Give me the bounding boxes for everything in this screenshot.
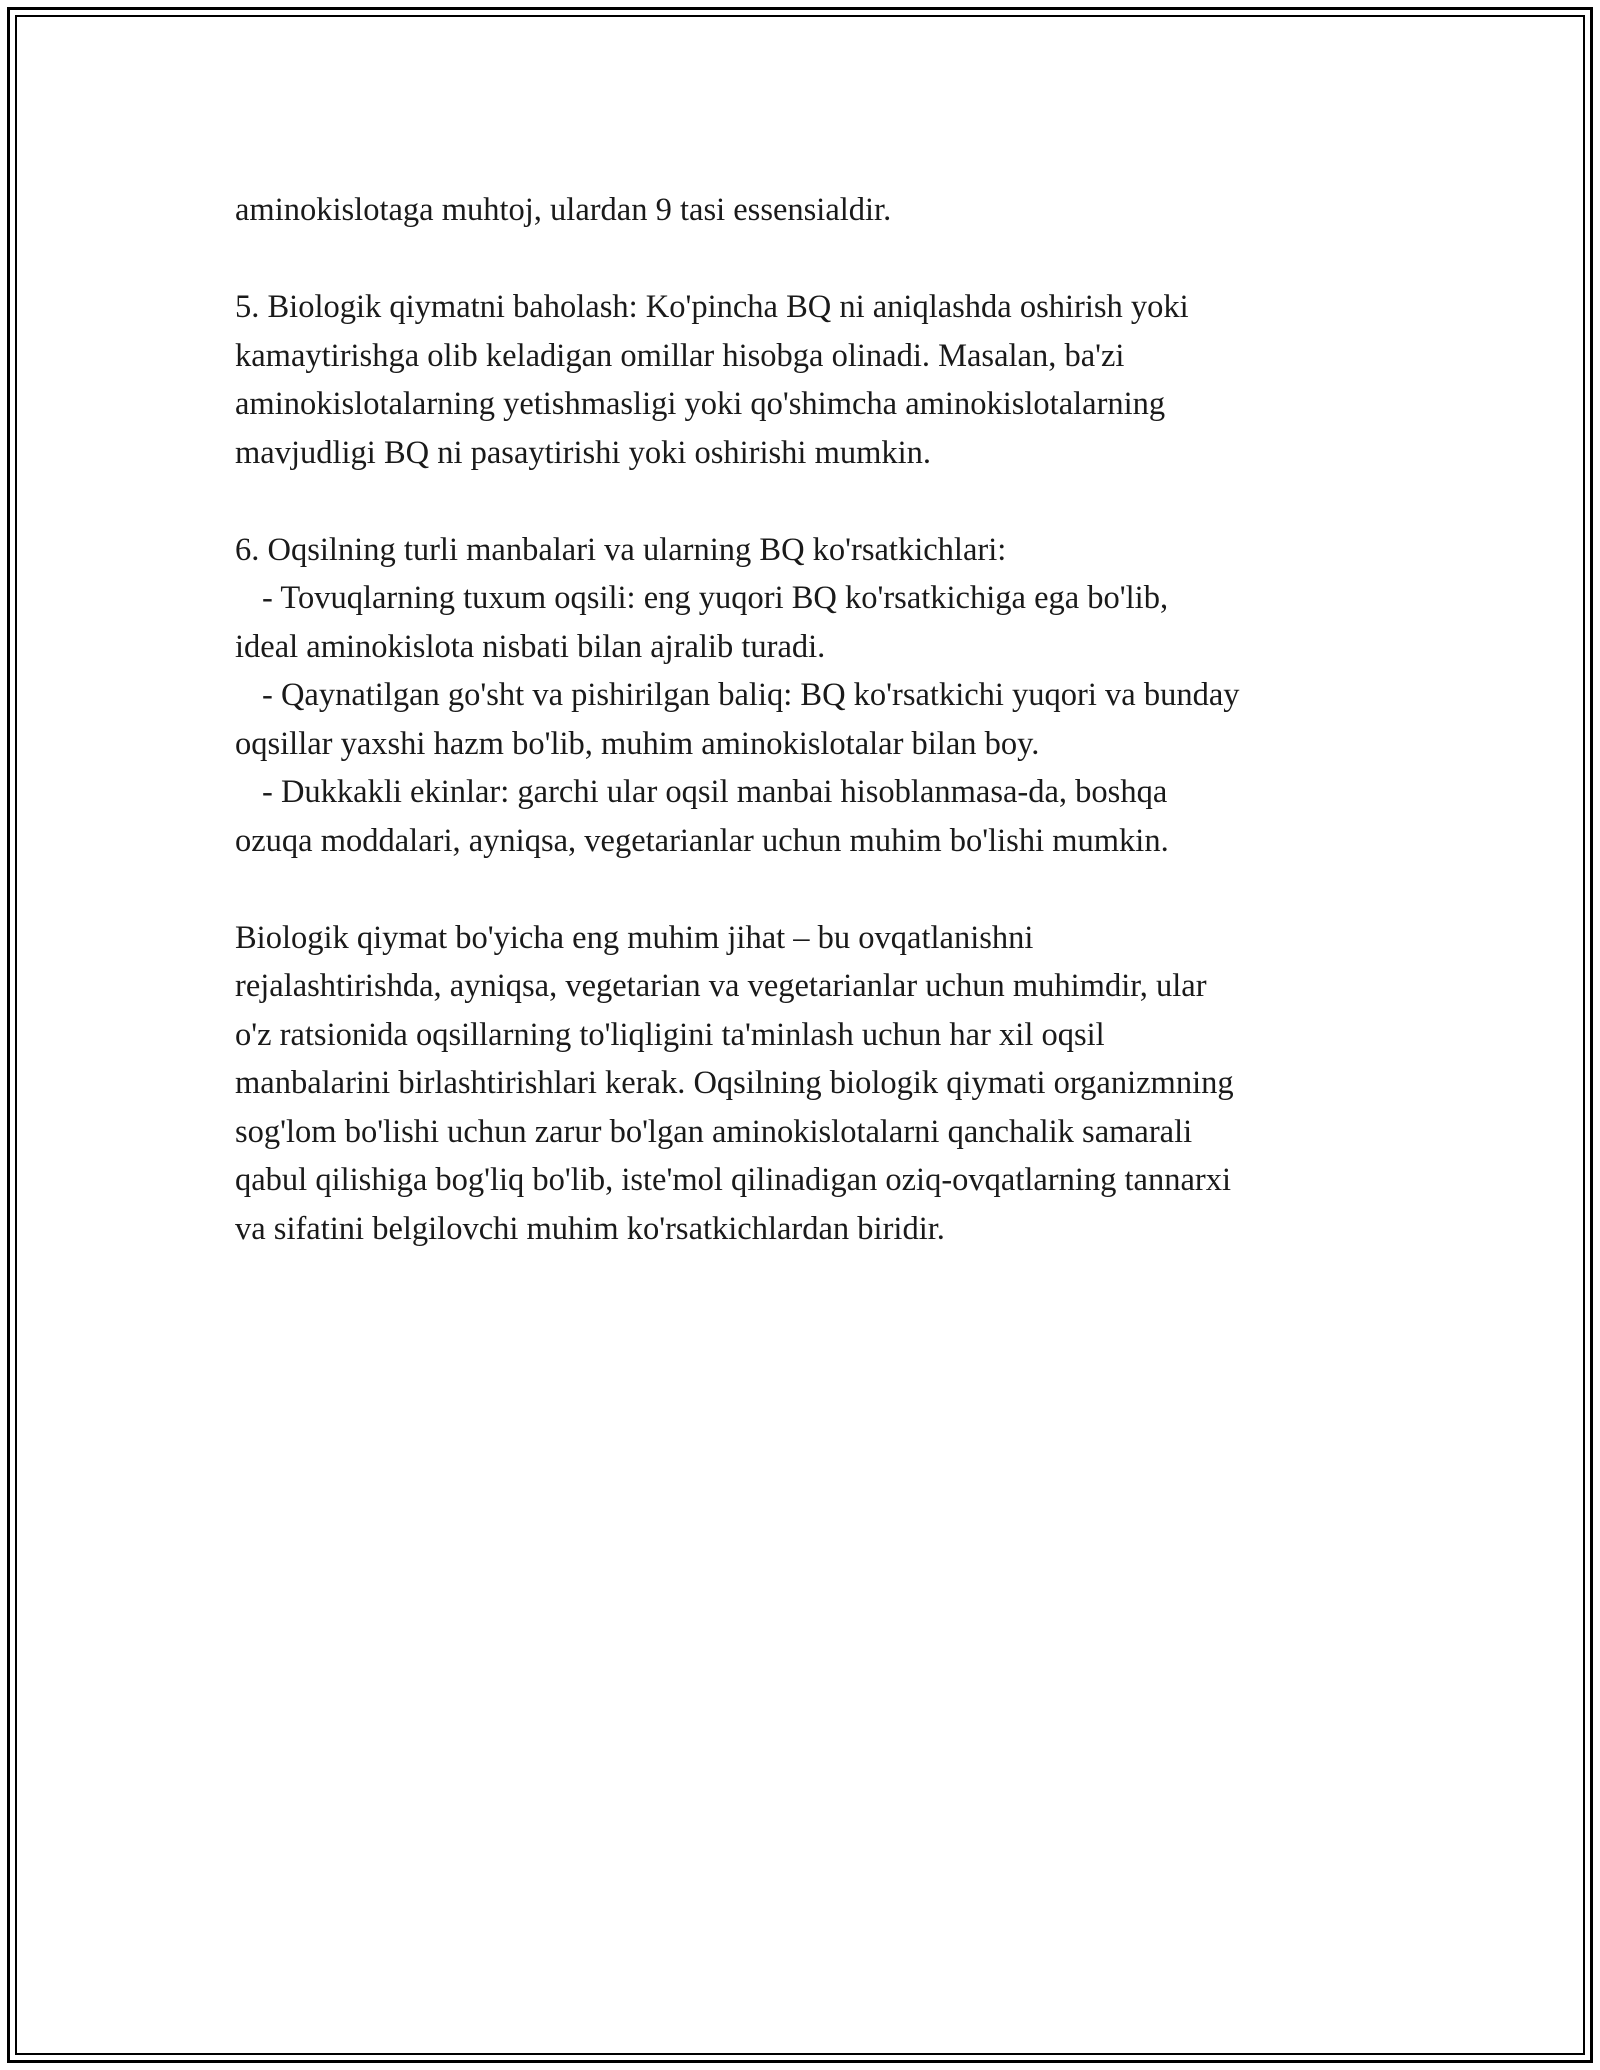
text-line: 5. Biologik qiymatni baholash: Ko'pincha BQ ni aniqlashda oshirish yoki: [235, 289, 1189, 325]
paragraph-section-5: [235, 283, 1375, 477]
list-item-continuation: oqsillar yaxshi hazm bo'lib, muhim aminokislotalar bilan boy.: [235, 725, 1040, 762]
paragraph-intro: [235, 186, 1375, 235]
text-line: sog'lom bo'lishi uchun zarur bo'lgan aminokislotalarni qanchalik samarali: [235, 1113, 1193, 1150]
text-line: va sifatini belgilovchi muhim ko'rsatkichlardan biridir.: [235, 1210, 945, 1247]
text-line: aminokislotalarning yetishmasligi yoki qo'shimcha aminokislotalarning: [235, 386, 1166, 422]
list-item-first-line: - Qaynatilgan go'sht va pishirilgan baliq: BQ ko'rsatkichi yuqori va bunday: [262, 677, 1240, 713]
text-line: kamaytirishga olib keladigan omillar hisobga olinadi. Masalan, ba'zi: [235, 337, 1125, 374]
text-line: aminokislotaga muhtoj, ulardan 9 tasi essensialdir.: [235, 192, 892, 228]
list-item-continuation: ozuqa moddalari, ayniqsa, vegetarianlar uchun muhim bo'lishi mumkin.: [235, 822, 1169, 859]
paragraph-section-6: [235, 526, 1375, 866]
paragraph-conclusion: [235, 914, 1375, 1254]
list-item-first-line: - Tovuqlarning tuxum oqsili: eng yuqori BQ ko'rsatkichiga ega bo'lib,: [262, 580, 1169, 616]
text-line: manbalarini birlashtirishlari kerak. Oqsilning biologik qiymati organizmning: [235, 1065, 1234, 1101]
text-line: Biologik qiymat bo'yicha eng muhim jihat – bu ovqatlanishni: [235, 919, 1034, 956]
list-item-first-line: - Dukkakli ekinlar: garchi ular oqsil manbai hisoblanmasa-da, boshqa: [262, 774, 1168, 810]
text-line: qabul qilishiga bog'liq bo'lib, iste'mol qilinadigan oziq-ovqatlarning tannarxi: [235, 1162, 1232, 1198]
text-line: mavjudligi BQ ni pasaytirishi yoki oshirishi mumkin.: [235, 434, 932, 471]
document-body: [235, 186, 1375, 1253]
text-line: rejalashtirishda, ayniqsa, vegetarian va vegetarianlar uchun muhimdir, ular: [235, 968, 1207, 1004]
list-item-continuation: ideal aminokislota nisbati bilan ajralib turadi.: [235, 628, 826, 665]
section-heading: 6. Oqsilning turli manbalari va ularning BQ ko'rsatkichlari:: [235, 531, 1007, 568]
text-line: o'z ratsionida oqsillarning to'liqligini ta'minlash uchun har xil oqsil: [235, 1016, 1105, 1053]
